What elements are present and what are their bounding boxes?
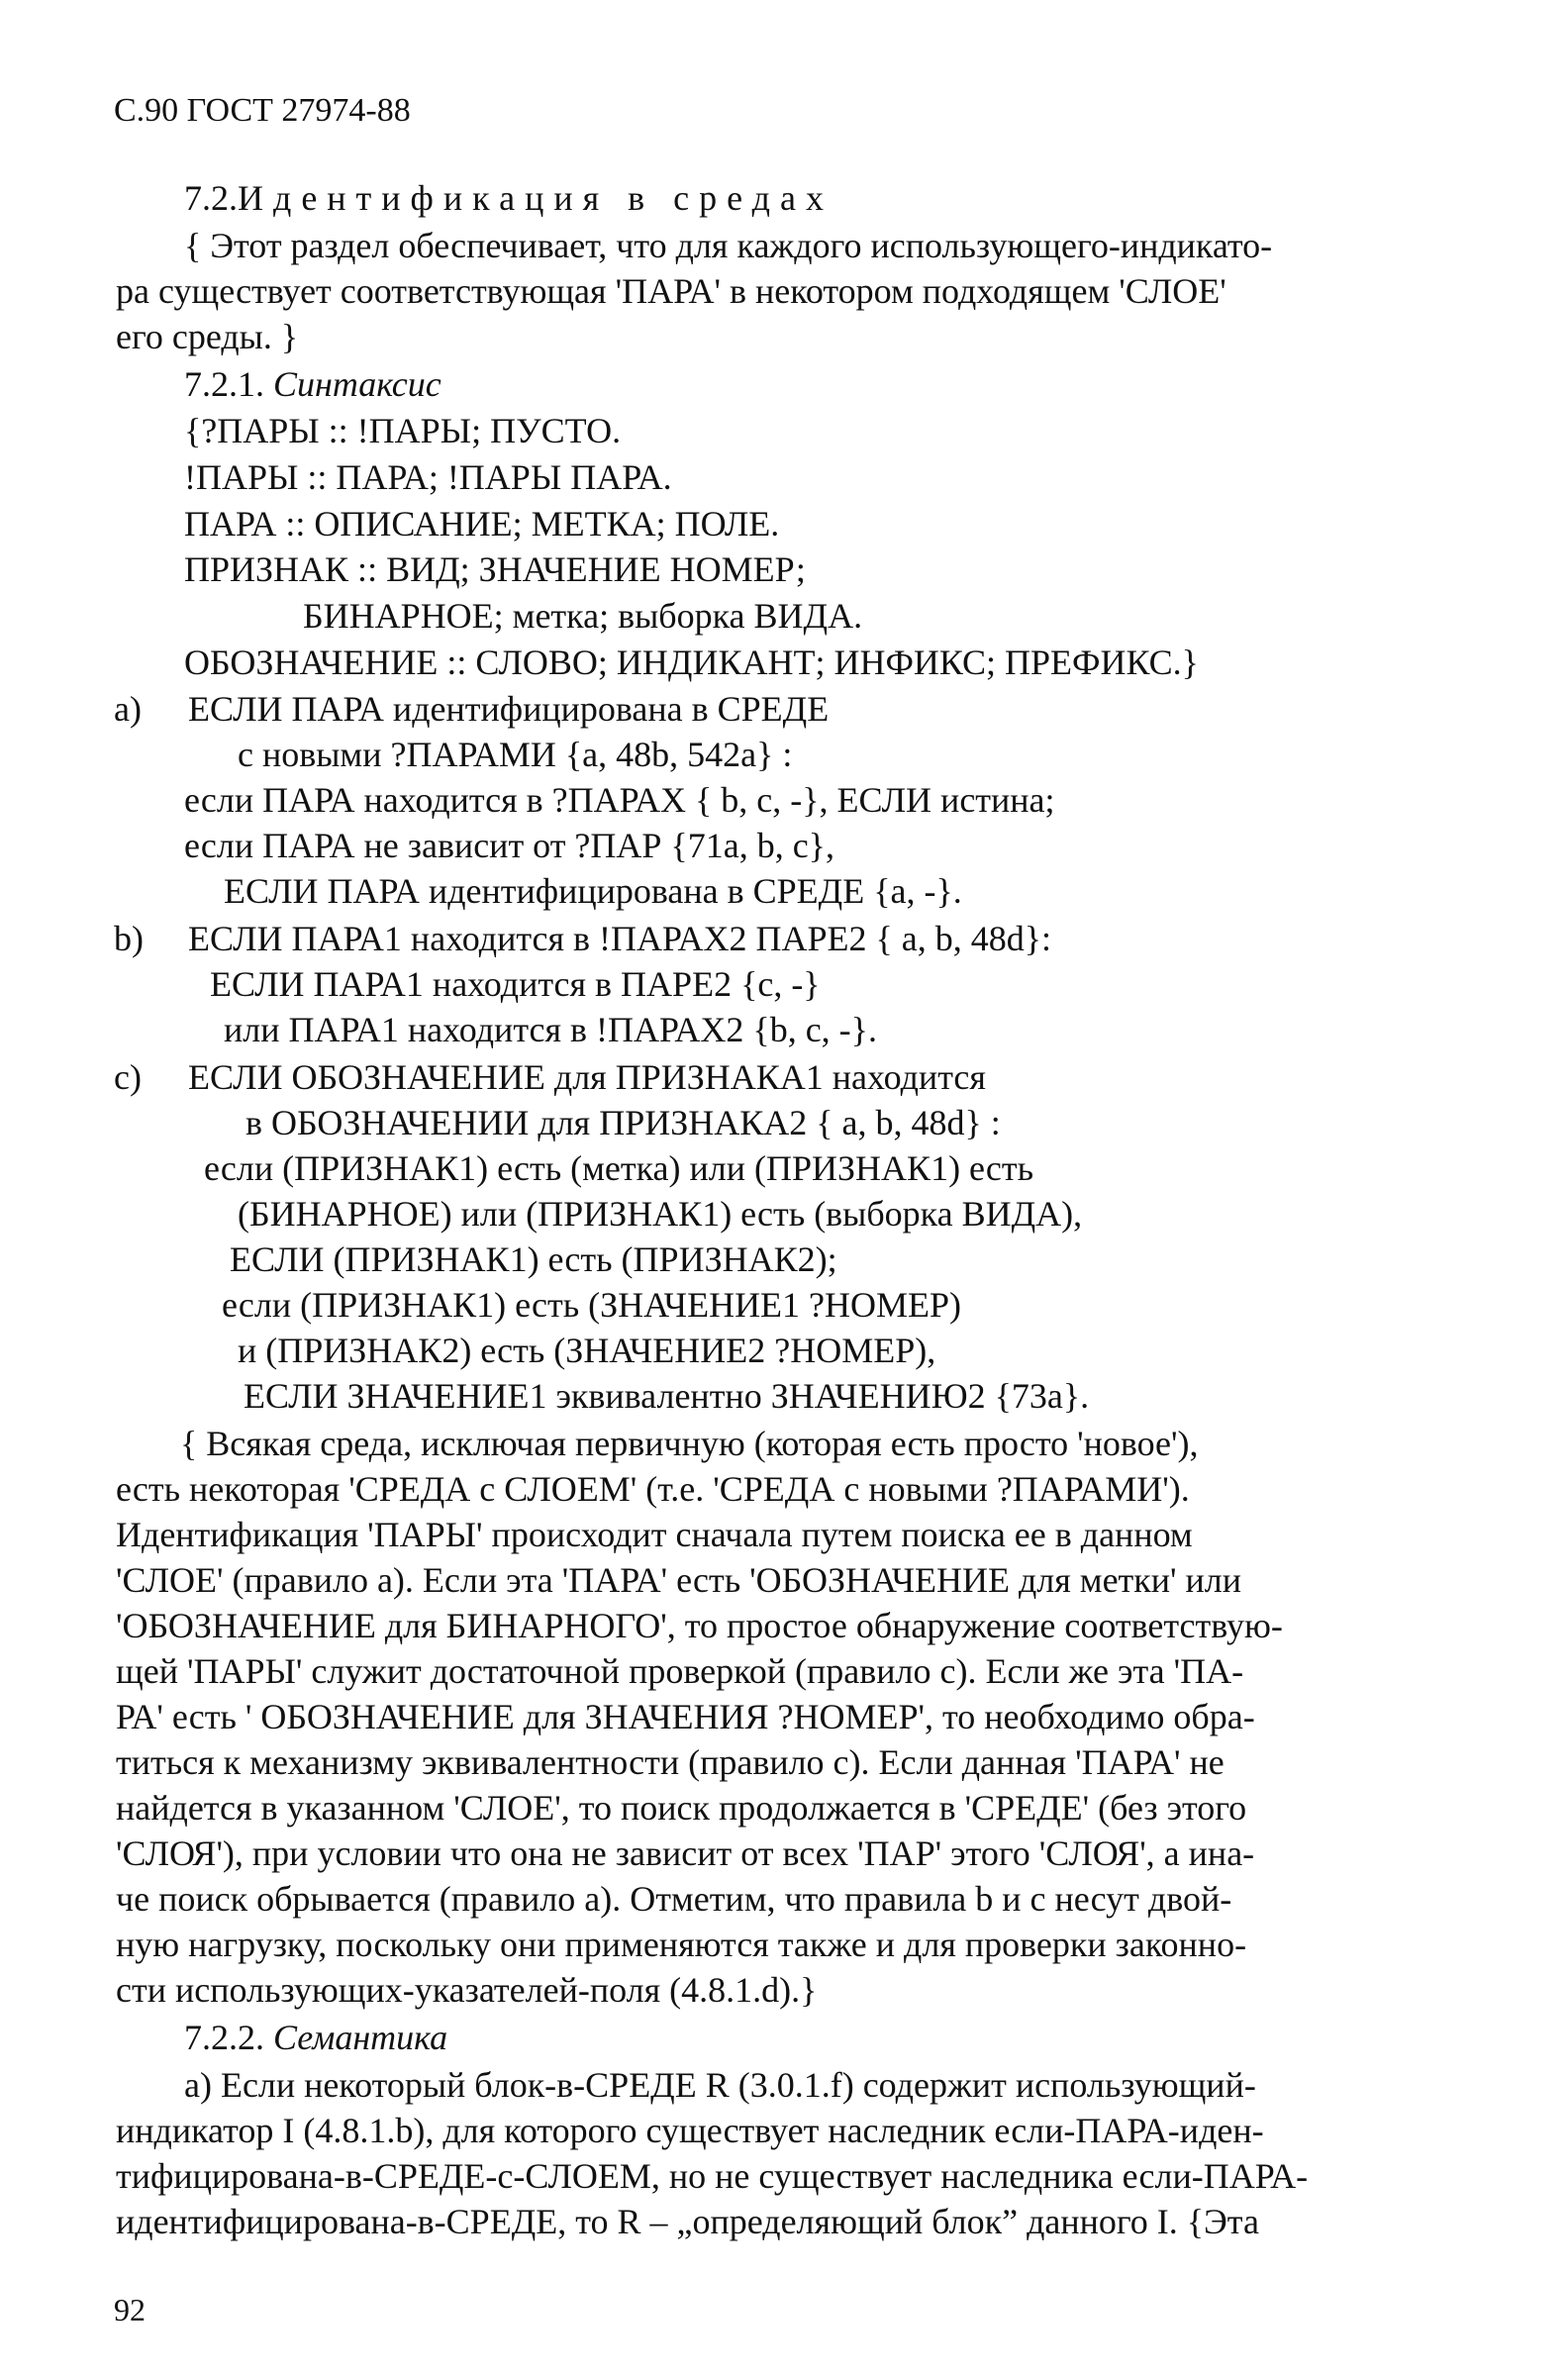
- semantics-line: тифицирована-в-СРЕДЕ-с-СЛОЕМ, но не существует наследника если-ПАРА-: [116, 2156, 1309, 2196]
- comment-line: РА' есть ' ОБОЗНАЧЕНИЕ для ЗНАЧЕНИЯ ?НОМЕР', то необходимо обра-: [116, 1697, 1255, 1736]
- comment-line: 'СЛОЯ'), при условии что она не зависит от всех 'ПАР' этого 'СЛОЯ', а ина-: [116, 1833, 1255, 1873]
- comment-line: есть некоторая 'СРЕДА с СЛОЕМ' (т.е. 'СРЕДА с новыми ?ПАРАМИ').: [116, 1469, 1190, 1509]
- semantics-line: идентифицирована-в-СРЕДЕ, то R – „определяющий блок” данного I. {Эта: [116, 2202, 1259, 2241]
- section-number: 7.2.: [184, 178, 238, 218]
- subsection-title: Семантика: [273, 2018, 448, 2057]
- subsection-number: 7.2.2.: [184, 2018, 264, 2057]
- rule-c-line: ЕСЛИ (ПРИЗНАК1) есть (ПРИЗНАК2);: [230, 1239, 837, 1279]
- page-number: 92: [114, 2292, 146, 2327]
- running-header: С.90 ГОСТ 27974-88: [114, 92, 411, 129]
- metarule-line: {?ПАРЫ :: !ПАРЫ; ПУСТО.: [184, 411, 622, 450]
- rule-c-line: ЕСЛИ ЗНАЧЕНИЕ1 эквивалентно ЗНАЧЕНИЮ2 {73a}.: [244, 1376, 1090, 1416]
- comment-line: найдется в указанном 'СЛОЕ', то поиск продолжается в 'СРЕДЕ' (без этого: [116, 1788, 1247, 1828]
- semantics-line: a) Если некоторый блок-в-СРЕДЕ R (3.0.1.f) содержит использующий-: [184, 2065, 1256, 2105]
- rule-a-line: ЕСЛИ ПАРА идентифицирована в СРЕДЕ {a, -}.: [224, 871, 962, 911]
- rule-label-a: a): [114, 689, 142, 729]
- rule-c-line: в ОБОЗНАЧЕНИИ для ПРИЗНАКА2 { a, b, 48d} :: [245, 1103, 1001, 1142]
- rule-a-line: с новыми ?ПАРАМИ {a, 48b, 542a} :: [238, 735, 793, 774]
- section-title: Идентификация в средах: [238, 178, 833, 218]
- rule-b-line: или ПАРА1 находится в !ПАРАХ2 {b, c, -}.: [224, 1010, 877, 1049]
- comment-line: щей 'ПАРЫ' служит достаточной проверкой (правило c). Если же эта 'ПА-: [116, 1651, 1244, 1691]
- subsection-heading: [184, 2016, 447, 2059]
- metarule-line: ПАРА :: ОПИСАНИЕ; МЕТКА; ПОЛЕ.: [184, 504, 780, 544]
- rule-label-b: b): [114, 919, 144, 958]
- metarule-line: ОБОЗНАЧЕНИЕ :: СЛОВО; ИНДИКАНТ; ИНФИКС; ПРЕФИКС.}: [184, 643, 1199, 682]
- intro-line: { Этот раздел обеспечивает, что для каждого использующего-индикато-: [184, 226, 1273, 265]
- comment-line: { Всякая среда, исключая первичную (которая есть просто 'новое'),: [180, 1424, 1199, 1463]
- subsection-title: Синтаксис: [273, 364, 441, 404]
- comment-line: Идентификация 'ПАРЫ' происходит сначала путем поиска ее в данном: [116, 1515, 1193, 1554]
- rule-a-line: если ПАРА не зависит от ?ПАР {71a, b, c},: [184, 826, 834, 865]
- subsection-heading: [184, 362, 441, 406]
- comment-line: ную нагрузку, поскольку они применяются также и для проверки законно-: [116, 1925, 1247, 1964]
- rule-b-line: ЕСЛИ ПАРА1 находится в ПАРЕ2 {c, -}: [210, 964, 821, 1004]
- intro-line: его среды. }: [116, 317, 299, 356]
- section-heading: [184, 176, 833, 220]
- rule-c-line: и (ПРИЗНАК2) есть (ЗНАЧЕНИЕ2 ?НОМЕР),: [238, 1331, 936, 1370]
- rule-label-c: c): [114, 1057, 142, 1097]
- rule-a-line: ЕСЛИ ПАРА идентифицирована в СРЕДЕ: [188, 689, 830, 729]
- semantics-line: индикатор I (4.8.1.b), для которого существует наследник если-ПАРА-иден-: [116, 2111, 1264, 2150]
- rule-c-line: если (ПРИЗНАК1) есть (метка) или (ПРИЗНАК1) есть: [204, 1148, 1034, 1188]
- rule-b-line: ЕСЛИ ПАРА1 находится в !ПАРАХ2 ПАРЕ2 { a, b, 48d}:: [188, 919, 1051, 958]
- metarule-line: !ПАРЫ :: ПАРА; !ПАРЫ ПАРА.: [184, 457, 672, 497]
- metarule-line: ПРИЗНАК :: ВИД; ЗНАЧЕНИЕ НОМЕР;: [184, 549, 806, 589]
- rule-c-line: ЕСЛИ ОБОЗНАЧЕНИЕ для ПРИЗНАКА1 находится: [188, 1057, 986, 1097]
- subsection-number: 7.2.1.: [184, 364, 264, 404]
- comment-line: 'ОБОЗНАЧЕНИЕ для БИНАРНОГО', то простое обнаружение соответствую-: [116, 1606, 1283, 1645]
- comment-line: че поиск обрывается (правило a). Отметим, что правила b и c несут двой-: [116, 1879, 1232, 1919]
- comment-line: 'СЛОЕ' (правило a). Если эта 'ПАРА' есть 'ОБОЗНАЧЕНИЕ для метки' или: [116, 1560, 1242, 1600]
- rule-c-line: если (ПРИЗНАК1) есть (ЗНАЧЕНИЕ1 ?НОМЕР): [222, 1285, 962, 1325]
- comment-line: сти использующих-указателей-поля (4.8.1.d).}: [116, 1970, 818, 2010]
- rule-c-line: (БИНАРНОЕ) или (ПРИЗНАК1) есть (выборка ВИДА),: [238, 1194, 1083, 1234]
- comment-line: титься к механизму эквивалентности (правило c). Если данная 'ПАРА' не: [116, 1742, 1225, 1782]
- intro-line: ра существует соответствующая 'ПАРА' в некотором подходящем 'СЛОЕ': [116, 271, 1226, 311]
- rule-a-line: если ПАРА находится в ?ПАРАХ { b, c, -}, ЕСЛИ истина;: [184, 780, 1055, 820]
- metarule-line: БИНАРНОЕ; метка; выборка ВИДА.: [303, 596, 863, 636]
